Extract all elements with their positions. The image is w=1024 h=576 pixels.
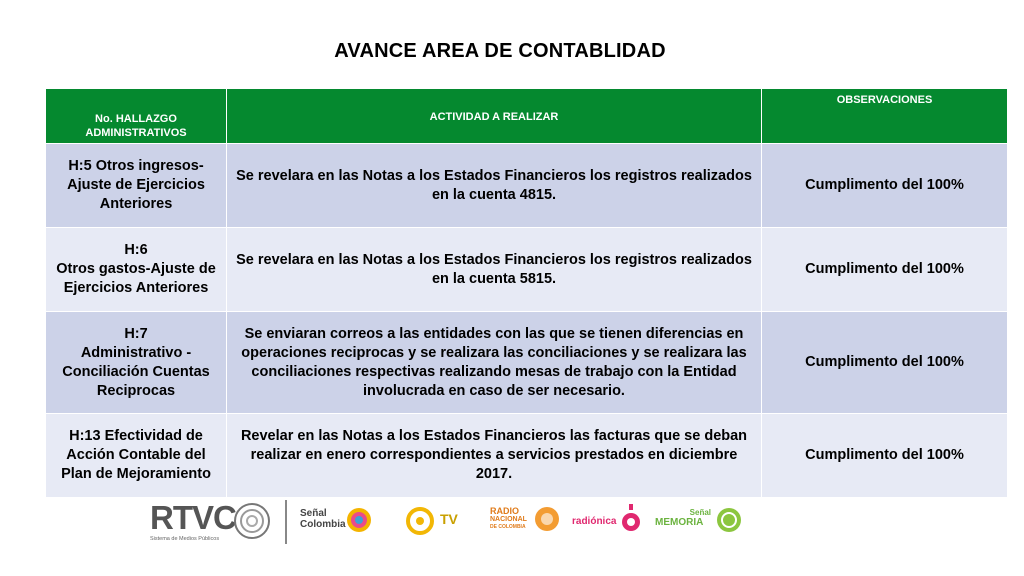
cell-observacion: Cumplimento del 100% [762,144,1008,228]
senal-colombia-line2: Colombia [300,519,346,530]
senal-colombia-line1: Señal [300,508,327,519]
cell-hallazgo: H:13 Efectividad de Acción Contable del Plan de Mejoramiento [46,414,227,498]
header-actividad: ACTIVIDAD A REALIZAR [227,89,762,144]
cell-observacion: Cumplimento del 100% [762,414,1008,498]
hallazgo-text: Administrativo - Conciliación Cuentas Reciprocas [62,344,210,399]
table-row [46,414,1008,498]
memoria-line1: Señal [689,508,711,517]
cell-actividad: Revelar en las Notas a los Estados Financieros las facturas que se deban realizar en enero correspondientes a servicios prestados en diciembre 2017. [227,414,762,498]
radio-line1: RADIO [490,506,519,516]
header-observaciones: OBSERVACIONES [762,89,1008,144]
senal-memoria-icon [715,506,743,534]
hallazgo-text: Otros gastos-Ajuste de Ejercicios Anteriores [56,261,216,296]
tv-label: TV [440,511,458,527]
cell-actividad: Se enviaran correos a las entidades con las que se tienen diferencias en operaciones reciprocas y se realizara las conciliaciones y se realizara las conciliaciones respectivas realizando mesas de trabajo con la Entidad involucrada en caso de ser necesario. [227,312,762,414]
radio-line3: DE COLOMBIA [490,524,526,530]
logo-strip [150,498,750,548]
page-title: AVANCE AREA DE CONTABLIDAD [334,40,666,62]
cell-actividad: Se revelara en las Notas a los Estados Financieros los registros realizados en la cuenta 5815. [227,228,762,312]
radio-line2: NACIONAL [490,516,527,523]
cell-observacion: Cumplimento del 100% [762,228,1008,312]
radionica-icon [620,504,642,534]
rtvc-subtitle: Sistema de Medios Públicos [150,536,220,542]
header-hallazgo: No. HALLAZGO ADMINISTRATIVOS [46,89,227,144]
memoria-line2: MEMORIA [655,517,704,528]
hallazgos-table [45,88,1008,498]
rtvc-logo [150,500,236,542]
cell-hallazgo [46,312,227,414]
senal-colombia-icon [345,506,373,534]
logo-divider [285,500,287,544]
cell-actividad: Se revelara en las Notas a los Estados Financieros los registros realizados en la cuenta 4815. [227,144,762,228]
radionica-label: radiónica [572,516,617,527]
table-row [46,144,1008,228]
table-header-row [46,89,1008,144]
cell-hallazgo: H:5 Otros ingresos- Ajuste de Ejercicios Anteriores [46,144,227,228]
tv-swirl-icon [405,506,435,536]
rtvc-swirl-icon [232,501,272,541]
table-row [46,312,1008,414]
senal-colombia-logo [300,508,346,530]
hallazgo-code: H:7 [124,325,148,342]
cell-observacion: Cumplimento del 100% [762,312,1008,414]
table-row [46,228,1008,312]
cell-hallazgo [46,228,227,312]
hallazgo-code: H:6 [124,242,148,258]
radio-nacional-icon [533,505,561,533]
senal-memoria-logo [655,508,711,528]
radio-nacional-logo [490,506,527,530]
rtvc-wordmark: RTVC [150,499,236,536]
